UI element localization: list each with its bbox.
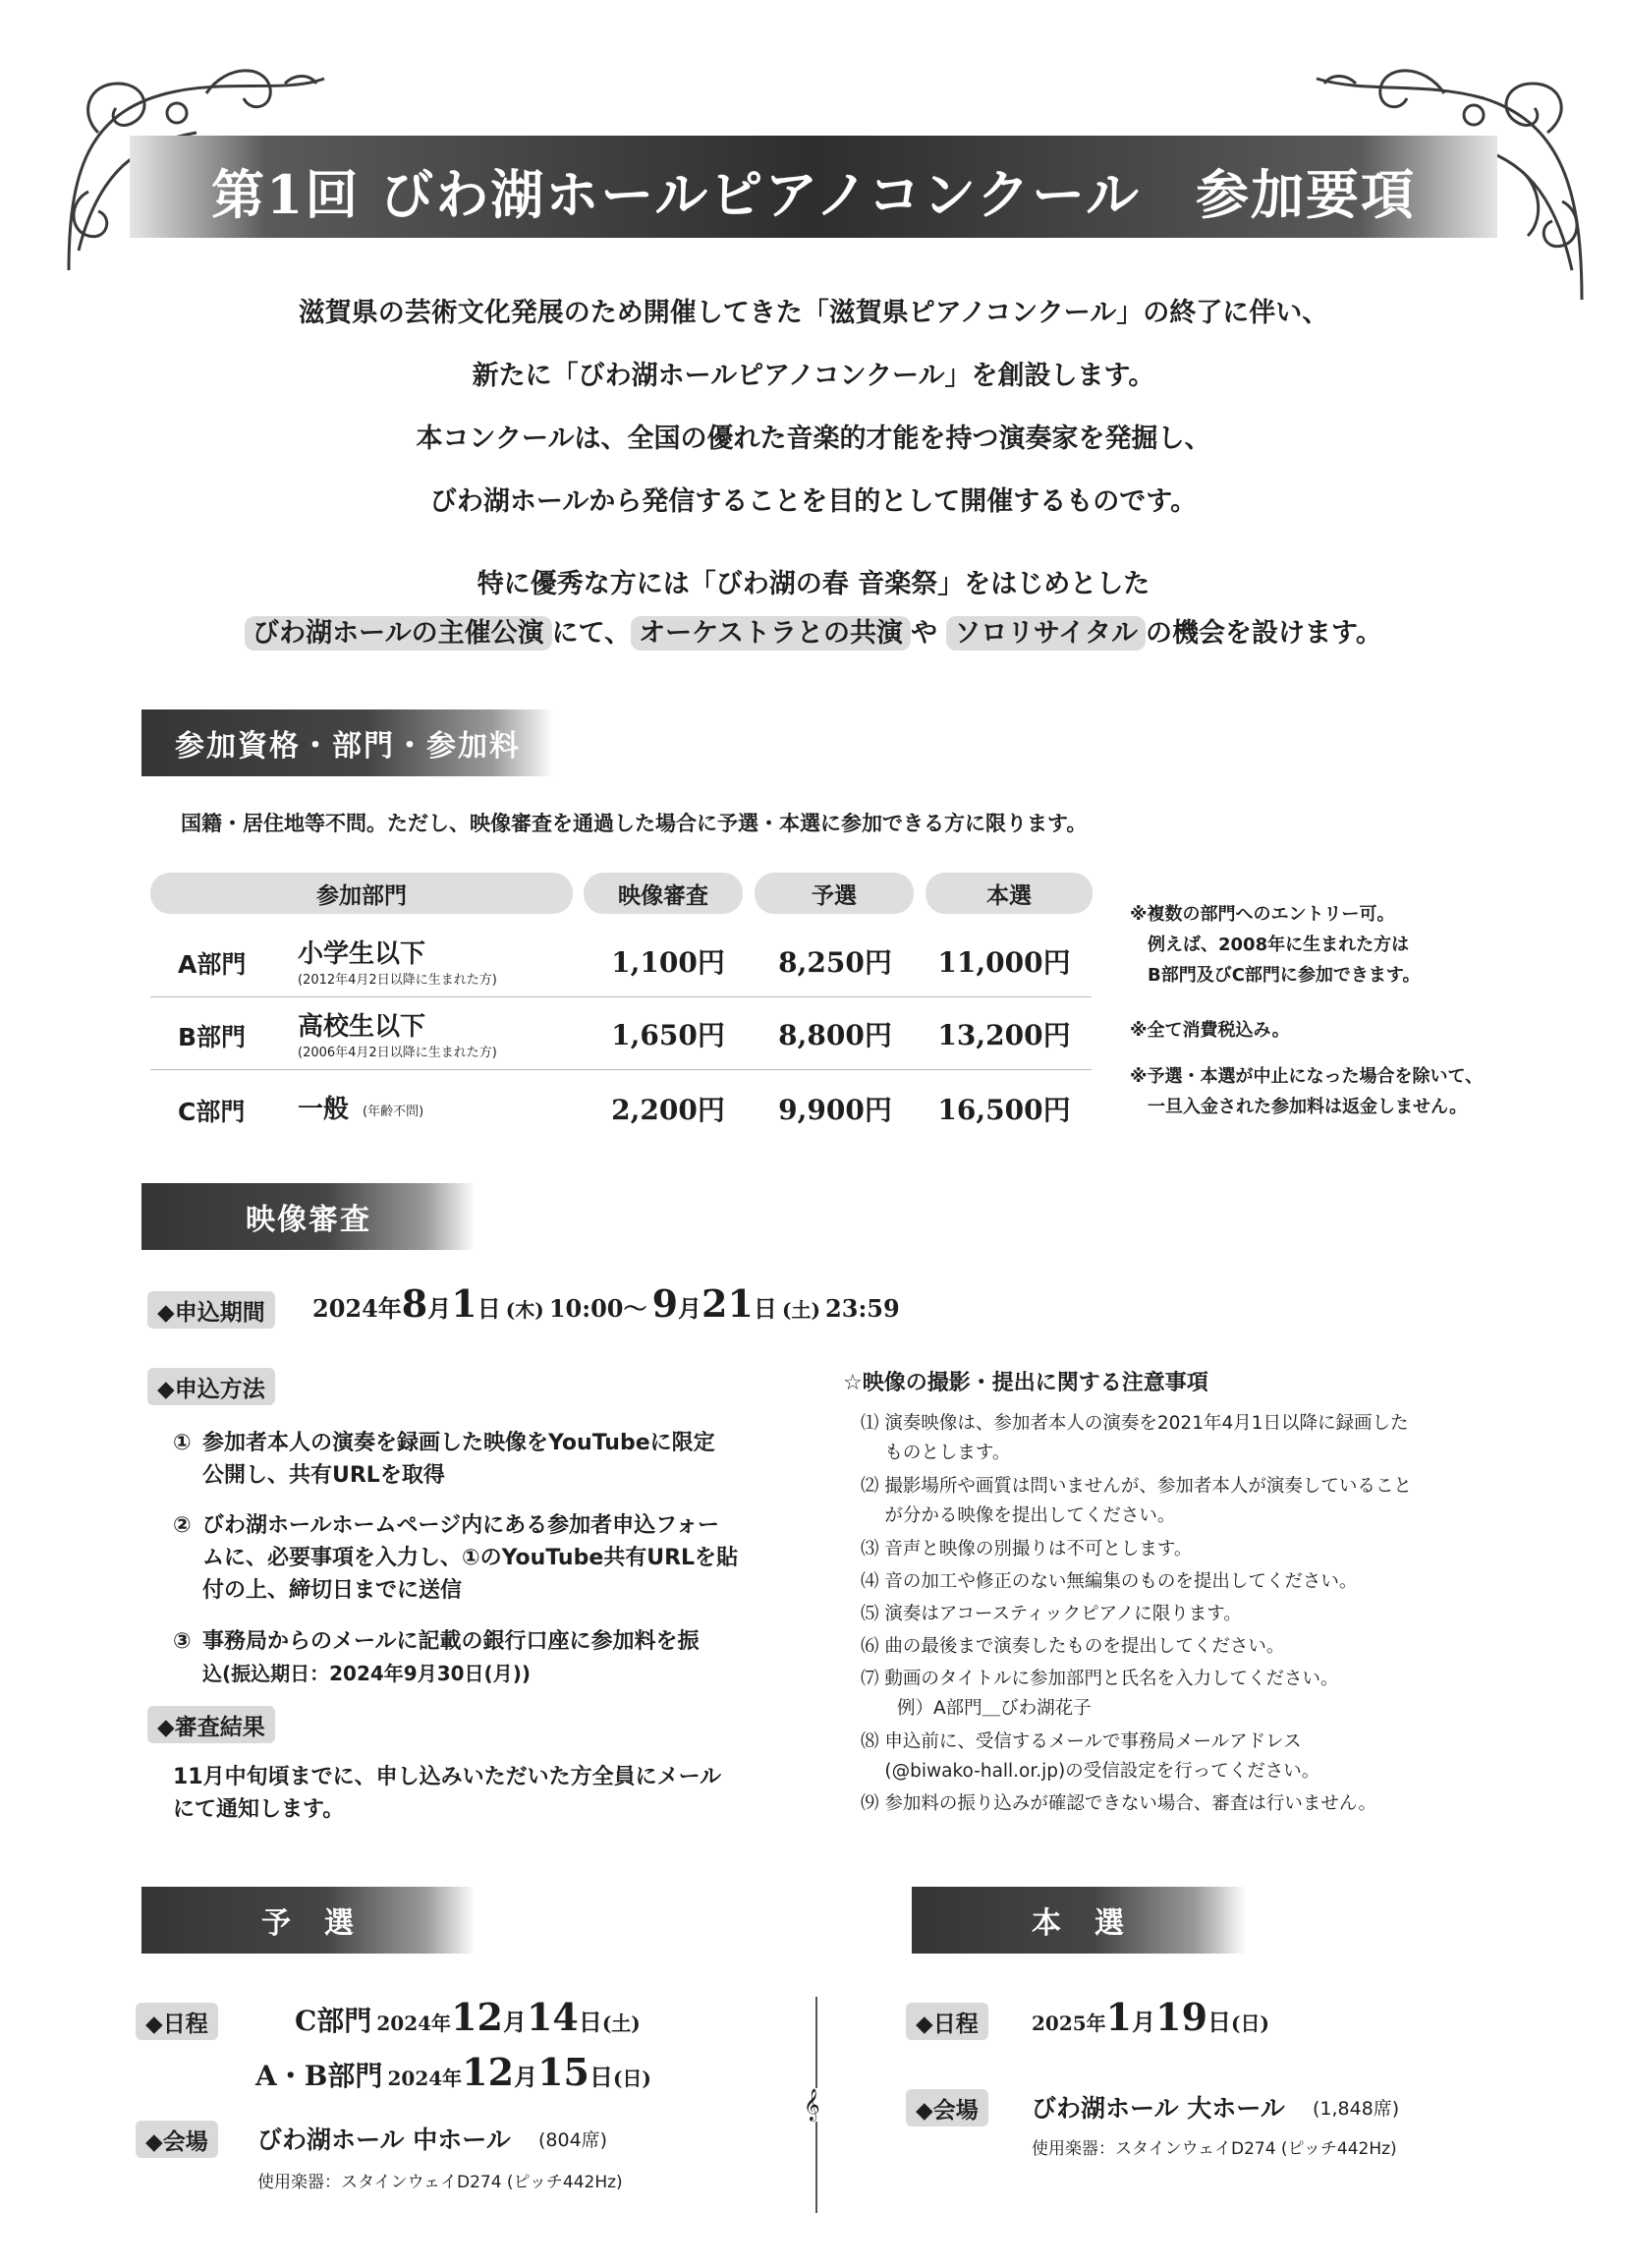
prelim-venue-label: ◆会場 xyxy=(136,2121,218,2158)
fee-final: 16,500円 xyxy=(937,1094,1071,1126)
side-note-1c: B部門及びC部門に参加できます。 xyxy=(1148,965,1421,986)
method-label: ◆申込方法 xyxy=(147,1368,275,1405)
step-3-line-1: 事務局からのメールに記載の銀行口座に参加料を振 xyxy=(202,1629,700,1654)
division: B部門 xyxy=(178,1023,247,1051)
result-label: ◆審査結果 xyxy=(147,1706,275,1743)
intro-line-1: 滋賀県の芸術文化発展のため開催してきた「滋賀県ピアノコンクール」の終了に伴い、 xyxy=(298,298,1329,328)
col-division: 参加部門 xyxy=(150,873,573,914)
side-note-2: ※全て消費税込み。 xyxy=(1130,1020,1290,1041)
intro-line-5: 特に優秀な方には「びわ湖の春 音楽祭」をはじめとした xyxy=(477,569,1150,599)
step-3-num: ③ xyxy=(173,1629,192,1654)
col-prelim: 予選 xyxy=(755,873,914,914)
level-note: (2012年4月2日以降に生まれた方) xyxy=(298,973,497,988)
period-label: ◆申込期間 xyxy=(147,1291,275,1329)
side-note-1b: 例えば、2008年に生まれた方は xyxy=(1148,935,1410,955)
highlight-hosted-performance: びわ湖ホールの主催公演 xyxy=(245,616,551,651)
note-line: ものとします。 xyxy=(861,1443,1011,1463)
eligibility-description: 国籍・居住地等不問。ただし、映像審査を通過した場合に予選・本選に参加できる方に限ります。 xyxy=(181,812,1088,835)
application-period: 2024年8月1日 (木) 10:00～ 9月21日 (土) 23:59 xyxy=(312,1281,900,1326)
level: 高校生以下 xyxy=(298,1012,426,1042)
division: A部門 xyxy=(178,950,247,979)
note-line: ⑴ 演奏映像は、参加者本人の演奏を2021年4月1日以降に録画した xyxy=(861,1413,1409,1434)
side-note-3a: ※予選・本選が中止になった場合を除いて、 xyxy=(1130,1066,1484,1087)
highlight-orchestra: オーケストラとの共演 xyxy=(631,616,911,651)
step-2-line-3: 付の上、締切日までに送信 xyxy=(202,1578,463,1603)
final-seats: (1,848席) xyxy=(1313,2098,1400,2120)
final-venue: びわ湖ホール 大ホール xyxy=(1032,2094,1285,2123)
clef-icon: 𝄞 xyxy=(804,2088,820,2121)
section-preliminary-heading: 予 選 xyxy=(141,1887,476,1954)
final-instrument: 使用楽器：スタインウェイD274 (ピッチ442Hz) xyxy=(1032,2139,1397,2159)
table-row xyxy=(150,924,1092,997)
note-line: ⑸ 演奏はアコースティックピアノに限ります。 xyxy=(861,1604,1242,1624)
level: 小学生以下 xyxy=(298,939,426,969)
result-line-2: にて通知します。 xyxy=(173,1797,345,1822)
col-final: 本選 xyxy=(926,873,1093,914)
note-line: ⑵ 撮影場所や画質は問いませんが、参加者本人が演奏していること xyxy=(861,1476,1412,1497)
fee-prelim: 8,250円 xyxy=(778,946,892,979)
note-line: ⑼ 参加料の振り込みが確認できない場合、審査は行いません。 xyxy=(861,1793,1376,1814)
col-video: 映像審査 xyxy=(584,873,743,914)
intro-line-6: びわ湖ホールの主催公演 にて、 オーケストラとの共演 や ソロリサイタル の機会を設けます。 xyxy=(0,611,1627,650)
fee-final: 11,000円 xyxy=(937,946,1071,979)
section-eligibility-heading: 参加資格・部門・参加料 xyxy=(141,709,554,776)
section-video-heading: 映像審査 xyxy=(141,1183,476,1250)
prelim-instrument: 使用楽器：スタインウェイD274 (ピッチ442Hz) xyxy=(257,2173,623,2192)
prelim-c-date: C部門 2024年12月14日(土) xyxy=(295,1995,641,2039)
notes-heading: ☆映像の撮影・提出に関する注意事項 xyxy=(843,1371,1208,1395)
title-banner xyxy=(130,136,1497,238)
step-1-line-1: 参加者本人の演奏を録画した映像をYouTubeに限定 xyxy=(202,1431,715,1455)
intro-line-3: 本コンクールは、全国の優れた音楽的才能を持つ演奏家を発掘し、 xyxy=(416,424,1211,454)
note-line: ⑶ 音声と映像の別撮りは不可とします。 xyxy=(861,1539,1193,1559)
prelim-schedule-label: ◆日程 xyxy=(136,2003,218,2040)
section-final-heading: 本 選 xyxy=(912,1887,1246,1954)
prelim-venue: びわ湖ホール 中ホール xyxy=(257,2126,511,2154)
fee-prelim: 9,900円 xyxy=(778,1094,892,1126)
side-note-3b: 一旦入金された参加料は返金しません。 xyxy=(1148,1097,1468,1117)
fee-video: 2,200円 xyxy=(611,1094,725,1126)
intro-line-4: びわ湖ホールから発信することを目的として開催するものです。 xyxy=(429,486,1198,517)
table-row xyxy=(150,996,1092,1070)
fee-prelim: 8,800円 xyxy=(778,1019,892,1051)
note-line: が分かる映像を提出してください。 xyxy=(861,1505,1176,1526)
fee-video: 1,100円 xyxy=(611,946,725,979)
intro-line-2: 新たに「びわ湖ホールピアノコンクール」を創設します。 xyxy=(472,361,1155,391)
step-2-line-1: びわ湖ホールホームページ内にある参加者申込フォー xyxy=(202,1513,720,1538)
result-line-1: 11月中旬頃までに、申し込みいただいた方全員にメール xyxy=(173,1765,722,1789)
prelim-seats: (804席) xyxy=(538,2129,608,2151)
table-row xyxy=(150,1069,1092,1142)
note-line: ⑻ 申込前に、受信するメールで事務局メールアドレス xyxy=(861,1731,1302,1752)
note-line: 例）A部門＿びわ湖花子 xyxy=(861,1698,1092,1719)
step-2-num: ② xyxy=(173,1513,192,1538)
step-3-line-2: 込(振込期日：2024年9月30日(月)) xyxy=(202,1662,531,1685)
step-1-line-2: 公開し、共有URLを取得 xyxy=(202,1463,445,1488)
page-title: 第1回 びわ湖ホールピアノコンクール 参加要項 xyxy=(210,163,1417,226)
note-line: ⑷ 音の加工や修正のない無編集のものを提出してください。 xyxy=(861,1571,1358,1592)
division: C部門 xyxy=(178,1098,246,1126)
step-1-num: ① xyxy=(173,1431,192,1455)
prelim-ab-date: A・B部門 2024年12月15日(日) xyxy=(255,2050,651,2094)
note-line: (@biwako-hall.or.jp)の受信設定を行ってください。 xyxy=(861,1761,1320,1782)
level-note: (年齢不問) xyxy=(363,1105,424,1119)
highlight-solo-recital: ソロリサイタル xyxy=(946,616,1146,651)
level-note: (2006年4月2日以降に生まれた方) xyxy=(298,1046,497,1060)
note-line: ⑹ 曲の最後まで演奏したものを提出してください。 xyxy=(861,1636,1285,1657)
final-date: 2025年1月19日(日) xyxy=(1032,1995,1269,2039)
fee-video: 1,650円 xyxy=(611,1019,725,1051)
side-note-1a: ※複数の部門へのエントリー可。 xyxy=(1130,904,1395,925)
final-schedule-label: ◆日程 xyxy=(906,2003,988,2040)
note-line: ⑺ 動画のタイトルに参加部門と氏名を入力してください。 xyxy=(861,1669,1339,1689)
final-venue-label: ◆会場 xyxy=(906,2089,988,2126)
fee-final: 13,200円 xyxy=(937,1019,1071,1051)
step-2-line-2: ムに、必要事項を入力し、①のYouTube共有URLを貼 xyxy=(202,1546,739,1570)
level: 一般 xyxy=(298,1095,350,1124)
